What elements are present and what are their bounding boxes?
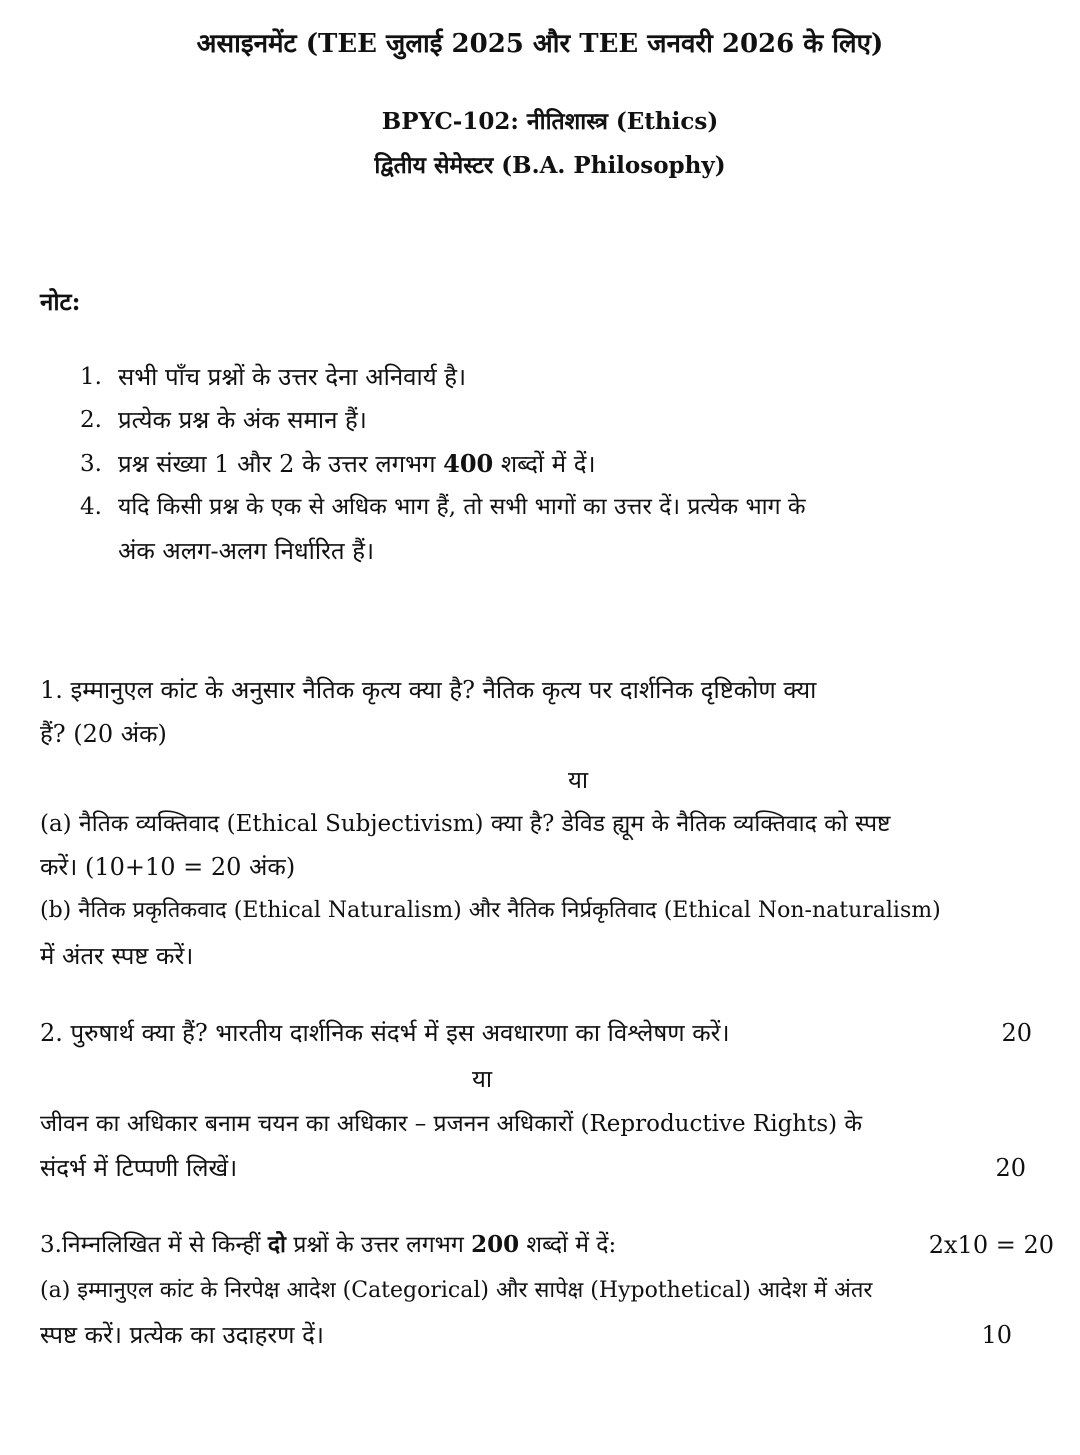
or-divider: या [472, 1065, 493, 1093]
question-3a-text: स्पष्ट करें। प्रत्येक का उदाहरण दें। [40, 1321, 324, 1349]
note-item-text: सभी पाँच प्रश्नों के उत्तर देना अनिवार्य है। [118, 363, 467, 391]
question-3-text-part: शब्दों में दें: [519, 1232, 617, 1258]
note-item-text [118, 448, 596, 480]
word-count-emphasis: 200 [471, 1231, 520, 1258]
question-1b-text: (b) नैतिक प्रकृतिकवाद (Ethical Naturalism) और नैतिक निर्प्रकृतिवाद (Ethical Non-naturalism) [40, 898, 941, 923]
question-2-alt-text: जीवन का अधिकार बनाम चयन का अधिकार – प्रजनन अधिकारों (Reproductive Rights) के [40, 1111, 863, 1137]
note-item-text-part: प्रश्न संख्या 1 और 2 के उत्तर लगभग [118, 450, 444, 478]
question-2-text: 2. पुरुषार्थ क्या हैं? भारतीय दार्शनिक संदर्भ में इस अवधारणा का विश्लेषण करें। [40, 1019, 730, 1047]
note-item-text: अंक अलग-अलग निर्धारित हैं। [118, 537, 375, 565]
question-2-alt-marks: 20 [995, 1154, 1026, 1182]
question-1b-text: में अंतर स्पष्ट करें। [40, 942, 194, 970]
course-code: BPYC-102: नीतिशास्त्र (Ethics) [381, 108, 719, 135]
note-item-text-part: शब्दों में दें। [493, 450, 596, 478]
question-3a-text: (a) इम्मानुएल कांट के निरपेक्ष आदेश (Categorical) और सापेक्ष (Hypothetical) आदेश में अंतर [40, 1278, 873, 1303]
note-item-number: 4. [80, 494, 102, 520]
question-3a-marks: 10 [981, 1321, 1012, 1349]
document-title: असाइनमेंट (TEE जुलाई 2025 और TEE जनवरी 2026 के लिए) [196, 29, 884, 59]
question-1-text: 1. इम्मानुएल कांट के अनुसार नैतिक कृत्य क्या है? नैतिक कृत्य पर दार्शनिक दृष्टिकोण क्या [40, 676, 817, 704]
or-divider: या [568, 766, 589, 794]
question-2-alt-text: संदर्भ में टिप्पणी लिखें। [40, 1154, 238, 1182]
note-item-number: 3. [80, 451, 102, 477]
note-label: नोट: [40, 287, 81, 316]
note-item-text: प्रत्येक प्रश्न के अंक समान हैं। [118, 406, 367, 434]
question-1a-text: (a) नैतिक व्यक्तिवाद (Ethical Subjectivism) क्या है? डेविड ह्यूम के नैतिक व्यक्तिवाद को स्पष्ट [40, 811, 891, 837]
semester-line: द्वितीय सेमेस्टर (B.A. Philosophy) [374, 152, 726, 179]
note-item-text: यदि किसी प्रश्न के एक से अधिक भाग हैं, तो सभी भागों का उत्तर दें। प्रत्येक भाग के [118, 494, 806, 520]
question-1-text: हैं? (20 अंक) [40, 720, 167, 748]
question-3-emphasis: दो [267, 1231, 287, 1258]
question-2-marks: 20 [1001, 1019, 1032, 1047]
question-3-marks: 2x10 = 20 [928, 1231, 1054, 1259]
question-3-text [40, 1229, 616, 1261]
question-3-text-part: 3.निम्नलिखित में से किन्हीं [40, 1232, 268, 1258]
note-item-number: 2. [80, 407, 102, 433]
word-count-emphasis: 400 [443, 449, 494, 478]
note-item-number: 1. [80, 364, 102, 390]
question-3-text-part: प्रश्नों के उत्तर लगभग [286, 1232, 472, 1258]
question-1a-text: करें। (10+10 = 20 अंक) [40, 853, 296, 881]
